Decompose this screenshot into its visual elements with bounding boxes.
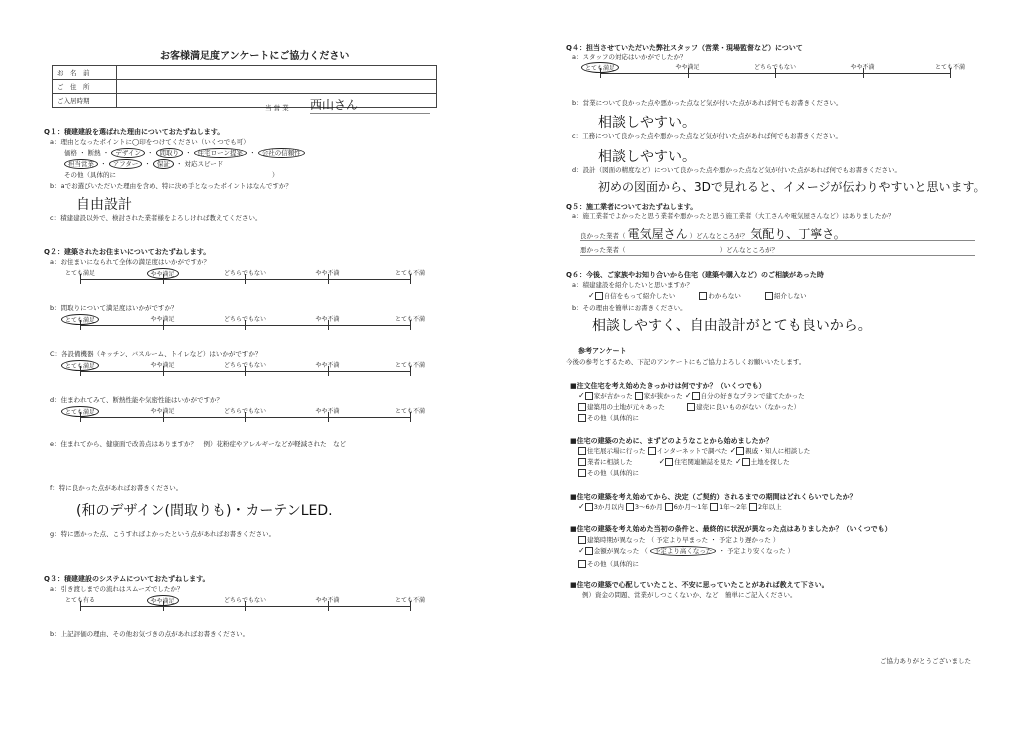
check-icon: ✓ [588, 291, 595, 300]
q3-b: b：上記評価の理由、その他お気づきの点があればお書きください。 [50, 630, 250, 638]
ref-r5: ■住宅の建築で心配していたこと、不安に思っていたことがあれば教えて下さい。 [570, 581, 829, 589]
q2-c: C：各設備機器（キッチン、バスルーム、トイレなど）はいかがですか？ [50, 350, 262, 358]
ref-r2: ■住宅の建築のために、まずどのようなことから始めましたか？ [570, 437, 773, 445]
q2-f: f：特に良かった点があればお書きください。 [50, 484, 183, 492]
q1-heading: Q１：積建建設を選ばれた理由についておたずねします。 [44, 128, 225, 136]
q1-c: c：積建建設以外で、検討された業者様をよろしければ教えてください。 [50, 214, 262, 222]
q4-a: a：スタッフの対応はいかがでしたか？ [572, 53, 687, 61]
q1-options-row1: 価格 ・ 断熱 ・ デザイン ・ 間取り ・ 住宅ローン提案 ・ 会社の信頼性 [64, 149, 305, 157]
q6-b: b：その理由を簡単にお書きください。 [572, 304, 687, 312]
thanks: ご協力ありがとうございました [880, 657, 971, 665]
q3-a-scale: とても有る やや満足 どちらでもない やや不満 とても不満 [80, 597, 410, 607]
q2-f-answer: (和のデザイン(間取りも)・カーテンLED. [76, 503, 333, 519]
q2-a: a：お住まいになられて全体の満足度はいかがですか？ [50, 258, 210, 266]
ref-r1-line2: 建築用の土地が元々あった 建売に良いものがない（なかった） [578, 403, 800, 411]
ref-r4-line2: ✓ 金額が異なった （ 予定より高くなった ・ 予定より安くなった ） [578, 546, 795, 555]
q6-b-answer: 相談しやすく、自由設計がとても良いから。 [592, 318, 872, 334]
q5-good-line [580, 240, 975, 241]
q2-d-scale: とても満足 やや満足 どちらでもない やや不満 とても不満 [80, 408, 410, 418]
ref-r1-line3: その他（具体的に [578, 414, 639, 422]
q2-a-scale: とても満足 やや満足 どちらでもない やや不満 とても不満 [80, 270, 410, 280]
name-label: お 名 前 [53, 66, 117, 80]
q5-good-row: 良かった業者（ 電気屋さん ）どんなところが？ 気配り、丁寧さ。 [580, 227, 846, 241]
q4-d: d：設計（図面の精度など）について良かった点や悪かった点など気が付いた点があれば何でもお書きください。 [572, 166, 901, 174]
q5-heading: Q５：施工業者についておたずねします。 [566, 203, 698, 211]
ref-r1-line1: ✓ 家が古かった 家が狭かった ✓ 自分の好きなプランで建てたかった [578, 391, 805, 400]
q2-b-selected: とても満足 [61, 314, 99, 325]
q1-options-row2: 担当営業 ・ アフター ・ 保証 ・ 対応スピード [64, 160, 223, 168]
date-label: ご入居時期 [53, 94, 117, 108]
address-label: ご 住 所 [53, 80, 117, 94]
q6-heading: Q６：今後、ご家族やお知り合いから住宅（建築や購入など）のご相談があった時 [566, 271, 824, 279]
q4-c: c：工務について良かった点や悪かった点など気が付いた点があれば何でもお書きください。 [572, 132, 842, 140]
q3-heading: Q３：積建建設のシステムについておたずねします。 [44, 575, 210, 583]
q4-c-answer: 相談しやすい。 [598, 149, 696, 165]
ref-r1: ■注文住宅を考え始めたきっかけは何ですか？（いくつでも） [570, 382, 766, 390]
q4-a-scale: とても満足 やや満足 どちらでもない やや不満 とても不満 [600, 64, 950, 74]
ref-intro: 今後の参考とするため、下記のアンケートにもご協力よろしくお願いいたします。 [566, 358, 806, 366]
ref-r2-line1: 住宅展示場に行った インターネットで調べた ✓ 親戚・知人に相談した [578, 447, 810, 455]
q3-a-selected: やや満足 [146, 595, 178, 606]
q1-a: a：理由となったポイントに◯印をつけてください（いくつでも可） [50, 138, 250, 146]
q6-a: a：積建建設を紹介したいと思いますか？ [572, 281, 693, 289]
ref-r4-line1: 建築時期が異なった （ 予定より早まった ・ 予定より遅かった ） [578, 536, 779, 544]
q2-b: b：間取りについて満足度はいかがですか？ [50, 304, 178, 312]
page-title: お客様満足度アンケートにご協力ください [160, 51, 350, 62]
q4-b-answer: 相談しやすい。 [598, 115, 696, 131]
ref-r3-options: ✓ 3か月以内 3～6か月 6か月～1年 1年～2年 2年以上 [578, 502, 782, 511]
q4-a-selected: とても満足 [581, 62, 619, 73]
q4-d-answer: 初めの図面から、3Dで見れると、イメージが伝わりやすいと思います。 [598, 180, 986, 194]
q1-b: b：aでお選びいただいた理由を含め、特に決め手となったポイントはなんですか？ [50, 182, 292, 190]
q1-other: その他（具体的に ） [64, 171, 279, 179]
q3-a: a：引き渡しまでの流れはスムーズでしたか？ [50, 585, 184, 593]
sales-label: 当 営 業 [265, 104, 289, 112]
q5-good-value: 電気屋さん [627, 227, 688, 241]
q5-a: a：施工業者でよかったと思う業者や悪かったと思う施工業者（大工さんや電気屋さんなど）はありましたか？ [572, 212, 895, 220]
q2-d-selected: とても満足 [61, 406, 99, 417]
ref-r4: ■住宅の建築を考え始めた当初の条件と、最終的に状況が異なった点はありましたか？（いくつでも） [570, 525, 892, 533]
q2-b-scale: とても満足 やや満足 どちらでもない やや不満 とても不満 [80, 316, 410, 326]
ref-r3: ■住宅の建築を考え始めてから、決定（ご契約）されるまでの期間はどれくらいでしたか？ [570, 493, 857, 501]
ref-r4-other: その他（具体的に [578, 560, 639, 568]
sales-value: 西山さん [310, 96, 430, 114]
q5-bad-line [580, 255, 975, 256]
q2-a-selected: やや満足 [146, 268, 178, 279]
q2-c-selected: とても満足 [61, 360, 99, 371]
q5-good-reason: 気配り、丁寧さ。 [750, 227, 846, 241]
q2-e: e：住まれてから、健康面で改善点はありますか？ 例）花粉症やアレルギーなどが軽減された など [50, 440, 347, 448]
ref-r2-line2: 業者に相談した ✓ 住宅関連雑誌を見た ✓ 土地を探した [578, 458, 790, 466]
q2-heading: Q２：建築されたお住まいについておたずねします。 [44, 248, 211, 256]
q5-bad-row: 悪かった業者（ ）どんなところが？ [580, 246, 779, 254]
q4-heading: Q４：担当させていただいた弊社スタッフ（営業・現場監督など）について [566, 44, 803, 52]
q4-b: b：営業について良かった点や悪かった点など気が付いた点があれば何でもお書きください。 [572, 99, 843, 107]
q2-d: d：住まわれてみて、断熱性能や気密性能はいかがですか？ [50, 396, 223, 404]
ref-heading: 参考アンケート [578, 347, 627, 355]
ref-r5-example: 例）資金の問題、営業がしつこくないか、など 簡単にご記入ください。 [582, 591, 797, 599]
q2-c-scale: とても満足 やや満足 どちらでもない やや不満 とても不満 [80, 362, 410, 372]
q6-options: ✓ 自信をもって紹介したい わからない 紹介しない [588, 291, 807, 300]
ref-r2-line3: その他（具体的に [578, 469, 639, 477]
q1-b-answer: 自由設計 [76, 197, 132, 213]
q2-g: g：特に悪かった点、こうすればよかったという点があればお書きください。 [50, 530, 276, 538]
